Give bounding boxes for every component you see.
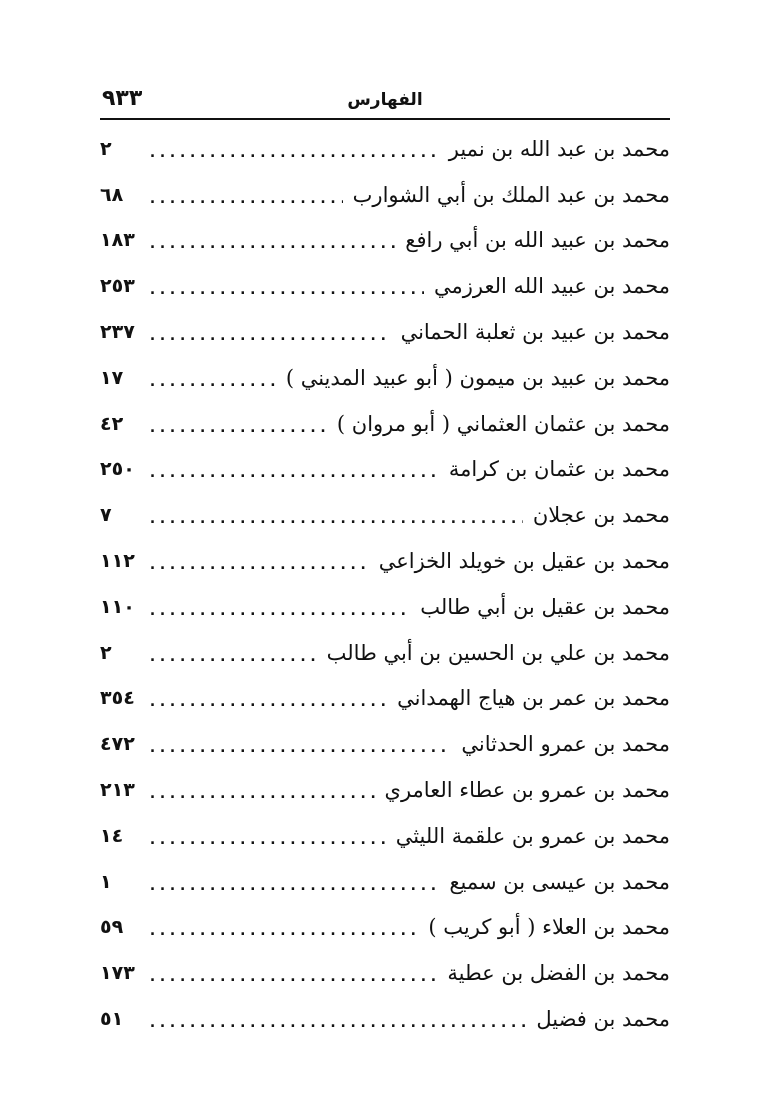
dot-leader [148, 274, 424, 298]
index-entry [100, 309, 670, 355]
page-title: الفهارس [347, 90, 423, 110]
entry-name: محمد بن عبيد الله العرزمي [433, 274, 670, 299]
dot-leader [148, 228, 395, 252]
entry-name: محمد بن عمرو الحدثاني [461, 732, 670, 757]
dot-leader [148, 732, 451, 756]
entry-page-number: ١١٢ [100, 550, 135, 573]
dot-leader [148, 595, 410, 619]
entry-name: محمد بن عمرو بن عطاء العامري [384, 778, 670, 803]
dot-leader [148, 686, 387, 710]
index-entries [100, 126, 670, 1042]
index-entry [100, 401, 670, 447]
dot-leader [148, 412, 327, 436]
dot-leader [148, 457, 439, 481]
entry-name: محمد بن الفضل بن عطية [447, 961, 670, 986]
index-entry [100, 218, 670, 264]
dot-leader [148, 641, 317, 665]
index-entry [100, 721, 670, 767]
entry-page-number: ٢١٣ [100, 779, 135, 802]
entry-name: محمد بن عمر بن هياج الهمداني [397, 686, 670, 711]
index-entry [100, 584, 670, 630]
dot-leader [148, 778, 375, 802]
dot-leader [148, 961, 437, 985]
entry-page-number: ٢ [100, 641, 112, 664]
entry-page-number: ٢٥٣ [100, 275, 135, 298]
entry-page-number: ٧ [100, 504, 112, 527]
dot-leader [148, 824, 386, 848]
index-entry [100, 996, 670, 1042]
entry-name: محمد بن عبد الملك بن أبي الشوارب [352, 182, 670, 207]
entry-page-number: ١٧٣ [100, 962, 135, 985]
dot-leader [148, 137, 439, 161]
entry-name: محمد بن عقيل بن خويلد الخزاعي [378, 549, 670, 574]
entry-page-number: ٥٩ [100, 916, 124, 939]
dot-leader [148, 320, 391, 344]
entry-page-number: ١٤ [100, 824, 124, 847]
entry-name: محمد بن عبيد الله بن أبي رافع [405, 228, 670, 253]
dot-leader [148, 915, 418, 939]
entry-name: محمد بن عبيد بن ثعلبة الحماني [400, 320, 670, 345]
page-number: ٩٣٣ [102, 86, 143, 111]
entry-name: محمد بن عمرو بن علقمة الليثي [395, 823, 670, 848]
index-entry [100, 355, 670, 401]
entry-name: محمد بن عيسى بن سميع [449, 869, 670, 894]
entry-page-number: ٢ [100, 137, 112, 160]
entry-name: محمد بن عبيد بن ميمون ( أبو عبيد المديني ) [285, 365, 670, 390]
page-header [100, 86, 670, 116]
entry-name: محمد بن عجلان [532, 503, 670, 528]
entry-page-number: ٣٥٤ [100, 687, 135, 710]
entry-name: محمد بن العلاء ( أبو كريب ) [428, 915, 670, 940]
index-entry [100, 950, 670, 996]
entry-page-number: ٢٣٧ [100, 321, 135, 344]
index-entry [100, 263, 670, 309]
dot-leader [148, 870, 439, 894]
dot-leader [148, 183, 343, 207]
entry-page-number: ٦٨ [100, 183, 124, 206]
dot-leader [148, 549, 369, 573]
dot-leader [148, 1007, 526, 1031]
entry-page-number: ٥١ [100, 1008, 124, 1031]
index-entry [100, 538, 670, 584]
entry-page-number: ٤٧٢ [100, 733, 135, 756]
index-entry [100, 676, 670, 722]
entry-page-number: ١ [100, 870, 112, 893]
entry-name: محمد بن فضيل [536, 1007, 670, 1032]
entry-page-number: ١٨٣ [100, 229, 135, 252]
entry-name: محمد بن عقيل بن أبي طالب [420, 594, 670, 619]
index-entry [100, 905, 670, 951]
dot-leader [148, 366, 276, 390]
index-entry [100, 767, 670, 813]
entry-page-number: ٤٢ [100, 412, 124, 435]
entry-page-number: ٢٥٠ [100, 458, 135, 481]
entry-name: محمد بن عبد الله بن نمير [448, 136, 670, 161]
header-divider [100, 118, 670, 120]
index-entry [100, 859, 670, 905]
index-entry [100, 492, 670, 538]
entry-page-number: ١٧ [100, 366, 124, 389]
index-entry [100, 630, 670, 676]
dot-leader [148, 503, 523, 527]
entry-name: محمد بن عثمان العثماني ( أبو مروان ) [336, 411, 670, 436]
index-entry [100, 172, 670, 218]
entry-name: محمد بن عثمان بن كرامة [448, 457, 670, 482]
index-entry [100, 813, 670, 859]
entry-name: محمد بن علي بن الحسين بن أبي طالب [326, 640, 670, 665]
index-entry [100, 126, 670, 172]
entry-page-number: ١١٠ [100, 595, 135, 618]
index-entry [100, 447, 670, 493]
